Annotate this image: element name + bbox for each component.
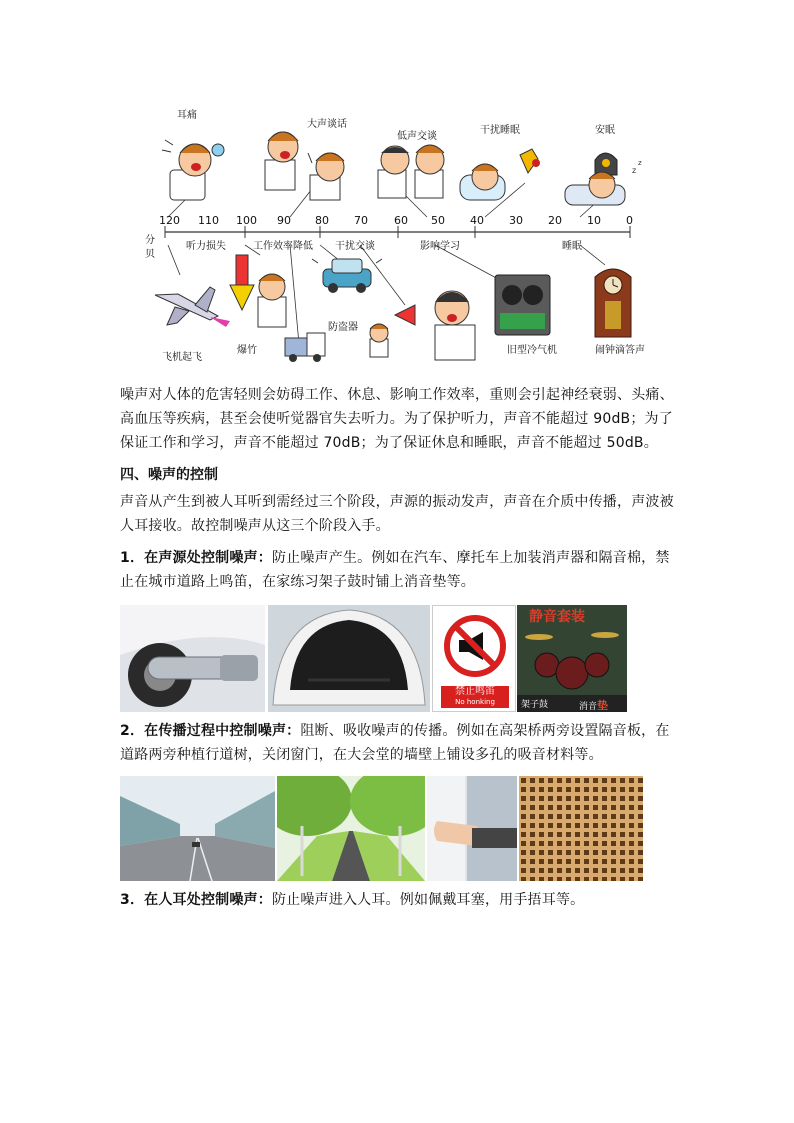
scale-50: 50	[431, 214, 445, 227]
photo-drum-kit	[517, 605, 627, 712]
photo-muffler	[120, 605, 265, 712]
svg-text:z: z	[638, 159, 642, 167]
label-airplane: 飞机起飞	[162, 352, 202, 363]
range-hearing-loss: 听力损失	[186, 241, 226, 252]
harm-paragraph: 噪声对人体的危害轻则会妨碍工作、休息、影响工作效率，重则会引起神经衰弱、头痛、高血压等疾病，甚至会使听觉器官失去听力。为了保护听力，声音不能超过 90dB；为了保证工作和学习，声音不能超过 70dB；为了保证休息和睡眠，声音不能超过 50dB。	[120, 387, 674, 451]
intro-paragraph: 声音从产生到被人耳听到需经过三个阶段，声源的振动发声，声音在介质中传播，声波被人耳接收。故控制噪声从这三个阶段入手。	[120, 494, 674, 534]
photo-street-trees	[277, 776, 425, 881]
noise-diagram-art	[140, 105, 660, 370]
unit-label-bottom: 贝	[145, 249, 155, 260]
scale-70: 70	[354, 214, 368, 227]
range-sleep: 睡眠	[562, 241, 582, 252]
item2-heading: 2．在传播过程中控制噪声：	[120, 723, 301, 739]
scale-20: 20	[548, 214, 562, 227]
scale-60: 60	[394, 214, 408, 227]
label-sleep: 安眠	[595, 125, 615, 136]
scale-100: 100	[236, 214, 257, 227]
drum-caption-left: 架子鼓	[521, 700, 549, 710]
scale-40: 40	[470, 214, 484, 227]
label-disturb-sleep: 干扰睡眠	[480, 125, 520, 136]
no-honking-cn: 禁止鸣笛	[455, 686, 495, 697]
label-loud-talk: 大声谈话	[307, 119, 347, 130]
photo-sound-barrier	[120, 776, 275, 881]
section-title: 四、噪声的控制	[120, 467, 218, 483]
noise-level-diagram	[140, 105, 660, 370]
item3-text: 防止噪声进入人耳。例如佩戴耳塞，用手捂耳等。	[271, 892, 585, 908]
scale-110: 110	[198, 214, 219, 227]
drum-caption-text: 消音	[579, 702, 598, 712]
drum-caption-red: 垫	[597, 699, 609, 712]
range-affect-study: 影响学习	[420, 241, 460, 252]
label-low-talk: 低声交谈	[397, 131, 437, 142]
scale-120: 120	[159, 214, 180, 227]
svg-text:z: z	[632, 166, 637, 175]
photo-hood-insulation	[268, 605, 430, 712]
scale-90: 90	[277, 214, 291, 227]
scale-80: 80	[315, 214, 329, 227]
unit-label-top: 分	[145, 235, 155, 246]
range-work-efficiency: 工作效率降低	[253, 241, 313, 252]
photo-closing-window	[427, 776, 517, 881]
label-ear-pain: 耳痛	[177, 110, 197, 121]
range-disturb-talk: 干扰交谈	[335, 241, 375, 252]
item3-heading: 3．在人耳处控制噪声：	[120, 892, 272, 908]
label-clock: 闹钟滴答声	[595, 345, 645, 356]
item2-text: 阻断、吸收噪声的传播。例如在高架桥两旁设置隔音板，在道路两旁种植行道树，关闭窗门，在大会堂的墙壁上铺设多孔的吸音材料等。	[120, 723, 670, 763]
no-honking-en: No honking	[455, 698, 495, 706]
item3-paragraph	[120, 888, 676, 912]
drum-title: 静音套装	[529, 609, 585, 625]
label-firecracker: 爆竹	[237, 345, 257, 356]
photo-acoustic-panel	[519, 776, 643, 881]
item1-paragraph	[120, 546, 676, 594]
no-honking-label	[441, 686, 509, 708]
item1-text: 防止噪声产生。例如在汽车、摩托车上加装消声器和隔音棉，禁止在城市道路上鸣笛，在家练习架子鼓时铺上消音垫等。	[120, 550, 670, 590]
label-air-conditioner: 旧型冷气机	[507, 345, 557, 356]
item1-heading: 1．在声源处控制噪声：	[120, 550, 272, 566]
scale-0: 0	[626, 214, 633, 227]
item2-paragraph	[120, 719, 676, 767]
drum-caption-right	[579, 697, 608, 712]
scale-10: 10	[587, 214, 601, 227]
no-honking-sign	[432, 605, 516, 712]
scale-30: 30	[509, 214, 523, 227]
label-car-alarm: 防盗器	[328, 322, 358, 333]
